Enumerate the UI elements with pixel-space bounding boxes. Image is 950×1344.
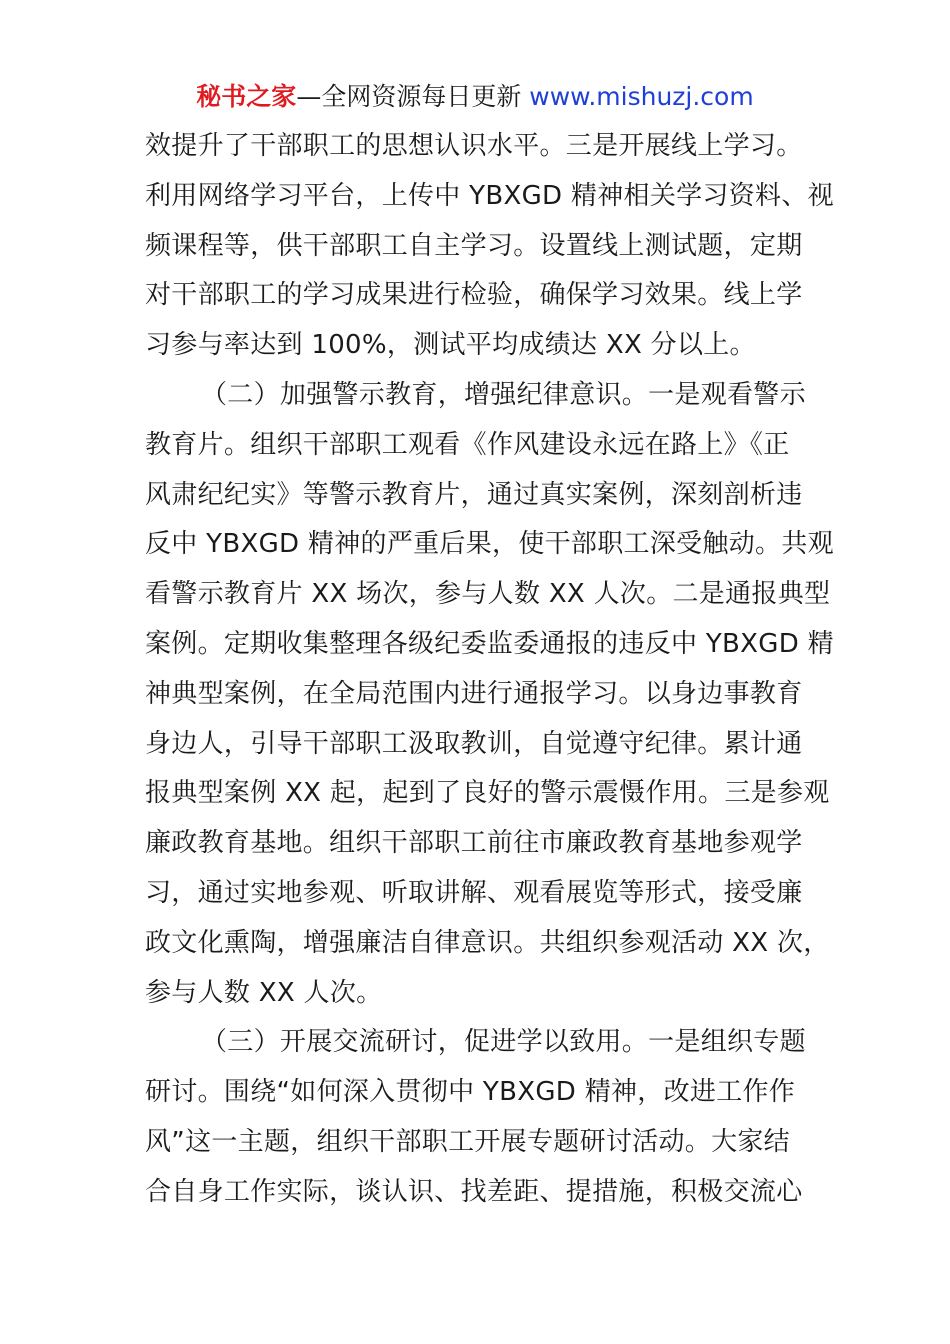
text-line: 参与人数 XX 人次。 [145, 977, 383, 1008]
text-line: 习参与率达到 100%，测试平均成绩达 XX 分以上。 [145, 330, 756, 361]
site-url-link[interactable]: www.mishuzj.com [529, 82, 754, 111]
text-line: 廉政教育基地。组织干部职工前往市廉政教育基地参观学 [145, 828, 803, 859]
site-header [0, 82, 950, 112]
text-line: 神典型案例，在全局范围内进行通报学习。以身边事教育 [145, 678, 803, 709]
text-line: 合自身工作实际，谈认识、找差距、提措施，积极交流心 [145, 1176, 803, 1207]
site-tagline: —全网资源每日更新 [296, 82, 522, 111]
text-line: 习，通过实地参观、听取讲解、观看展览等形式，接受廉 [145, 877, 803, 908]
text-line: 风肃纪纪实》等警示教育片，通过真实案例，深刻剖析违 [145, 479, 803, 510]
text-line: 效提升了干部职工的思想认识水平。三是开展线上学习。 [145, 131, 803, 161]
text-line: 频课程等，供干部职工自主学习。设置线上测试题，定期 [145, 230, 803, 261]
text-line: 政文化熏陶，增强廉洁自律意识。共组织参观活动 XX 次， [145, 927, 830, 958]
document-body [145, 122, 834, 1218]
text-line: 身边人，引导干部职工汲取教训，自觉遵守纪律。累计通 [145, 728, 803, 759]
text-line: 看警示教育片 XX 场次，参与人数 XX 人次。二是通报典型 [145, 579, 831, 610]
text-line: 对干部职工的学习成果进行检验，确保学习效果。线上学 [145, 280, 803, 311]
section-heading-line: （三）开展交流研讨，促进学以致用。一是组织专题 [201, 1027, 806, 1058]
text-line: 教育片。组织干部职工观看《作风建设永远在路上》《正 [145, 429, 790, 460]
text-line: 利用网络学习平台，上传中 YBXGD 精神相关学习资料、视 [145, 180, 834, 211]
text-line: 报典型案例 XX 起，起到了良好的警示震慑作用。三是参观 [145, 778, 830, 809]
text-line: 案例。定期收集整理各级纪委监委通报的违反中 YBXGD 精 [145, 628, 834, 659]
text-line: 研讨。围绕“如何深入贯彻中 YBXGD 精神，改进工作作 [145, 1077, 796, 1108]
section-heading-line: （二）加强警示教育，增强纪律意识。一是观看警示 [201, 379, 806, 410]
text-line: 风”这一主题，组织干部职工开展专题研讨活动。大家结 [145, 1126, 790, 1157]
text-line: 反中 YBXGD 精神的严重后果，使干部职工深受触动。共观 [145, 529, 834, 560]
site-brand: 秘书之家 [196, 82, 297, 111]
